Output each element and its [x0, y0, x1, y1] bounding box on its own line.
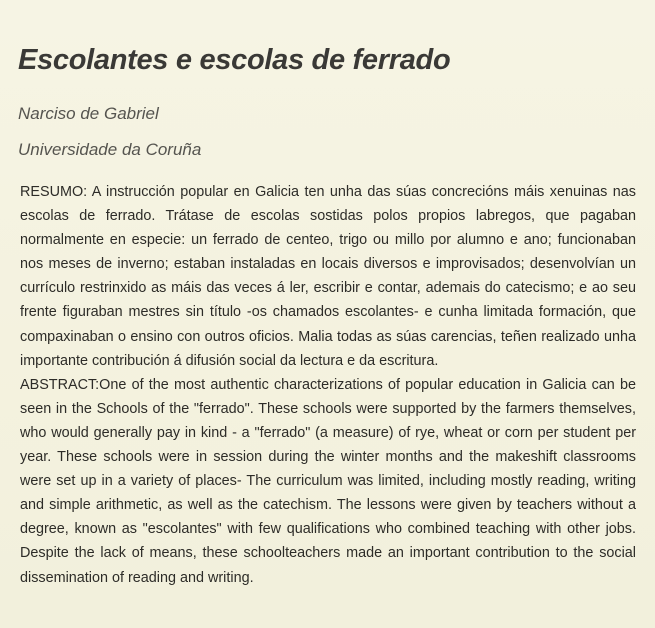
resumo-text: A instrucción popular en Galicia ten unha das súas concrecións máis xenuinas nas escolas de ferrado. Trátase de escolas sostidas polos propios labregos, que pagaban normalmente en especie: un ferrado de centeo, trigo ou millo por alumno e ano; funcionaban nos meses de inverno; estaban instaladas en locais diversos e improvisados; desenvolvían un currículo restrinxido as máis das veces á ler, escribir e contar, ademais do catecismo; e ao seu frente figuraban mestres sin título -os chamados escolantes- e cunha limitada formación, que compaxinaban o ensino con outros oficios. Malia todas as súas carencias, teñen realizado unha importante contribución á difusión social da lectura e da escritura.: [20, 184, 636, 369]
article-title: Escolantes e escolas de ferrado: [18, 44, 451, 76]
abstract-section: [20, 180, 636, 590]
author-affiliation: Universidade da Coruña: [18, 140, 202, 159]
abstract-text: One of the most authentic characterizations of popular education in Galicia can be seen in the Schools of the "ferrado". These schools were supported by the farmers themselves, who would generally pay in kind - a "ferrado" (a measure) of rye, wheat or corn per student per year. These schools were in session during the winter months and the makeshift classrooms were set up in a variety of places- The curriculum was limited, including mostly reading, writing and simple arithmetic, as well as the catechism. The lessons were given by teachers without a degree, known as "escolantes" with few qualifications who combined teaching with other jobs. Despite the lack of means, these schoolteachers made an important contribution to the social dissemination of reading and writing.: [20, 376, 636, 586]
abstract-label: ABSTRACT:: [20, 376, 100, 393]
abstract-paragraph: [20, 373, 636, 590]
author-name: Narciso de Gabriel: [18, 104, 159, 123]
resumo-label: RESUMO:: [20, 184, 88, 200]
resumo-paragraph: [20, 180, 636, 373]
